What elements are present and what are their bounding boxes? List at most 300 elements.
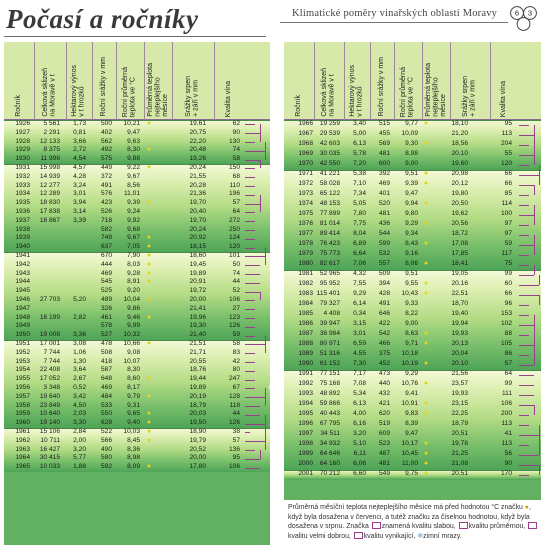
table-cell: 20,51 (451, 470, 468, 477)
table-cell: 1938 (15, 225, 30, 233)
table-cell: 9,33 (405, 300, 418, 307)
table-row (4, 278, 270, 287)
table-cell: 90 (504, 460, 512, 467)
quality-mark (245, 362, 255, 363)
table-cell: 428 (378, 290, 390, 297)
column-divider (116, 42, 117, 120)
table-cell: 569 (378, 140, 390, 147)
table-cell: 20,12 (451, 180, 468, 187)
warmest-month-marker-icon: ● (423, 180, 429, 187)
legend-text-2: , když byla dosažena v červenci, a tutéž značku za číselnou hodnotou, když byla dosažena v srpnu. Značka (288, 504, 531, 531)
warmest-month-marker-icon: ● (423, 330, 429, 337)
table-cell: 10,66 (123, 340, 140, 347)
table-row (284, 240, 541, 249)
table-cell: 81 014 (319, 220, 340, 227)
quality-mark (245, 168, 255, 169)
quality-mark (245, 274, 260, 275)
table-cell: 18,15 (189, 243, 206, 251)
table-cell: 111 (501, 390, 512, 397)
column-header-5 (394, 45, 422, 117)
table-cell: 19,60 (451, 160, 468, 167)
table-cell: 1991 (298, 370, 313, 377)
table-cell: 67 (232, 384, 240, 391)
table-cell: 136 (228, 445, 240, 453)
table-cell: 9,40 (127, 419, 140, 427)
table-cell: 2001 (298, 470, 313, 477)
column-header-8 (490, 45, 518, 117)
quality-mark (245, 309, 255, 310)
table-cell: 20,24 (189, 164, 206, 171)
frost-icon: ❄ (417, 532, 424, 540)
table-cell: 10,03 (123, 428, 140, 435)
quality-mark-connector (265, 388, 266, 397)
table-cell: 5,00 (353, 130, 366, 137)
table-cell: 23,15 (451, 400, 468, 407)
table-cell: 2,67 (73, 375, 86, 383)
table-cell: 1964 (15, 454, 30, 462)
table-cell: 1961 (15, 428, 30, 435)
quality-mark (245, 318, 255, 319)
table-cell: 4,00 (353, 410, 366, 417)
table-cell: 8,63 (405, 330, 418, 337)
table-right (284, 42, 549, 500)
table-cell: 23 849 (39, 401, 60, 409)
table-row (4, 164, 270, 173)
table-row (284, 470, 541, 479)
table-cell: 19,80 (451, 190, 468, 197)
table-cell: 7,17 (353, 370, 366, 377)
column-header-2 (314, 45, 344, 117)
table-cell: 19 640 (39, 392, 60, 400)
table-cell: 1960 (15, 419, 30, 427)
table-cell: 544 (378, 230, 390, 237)
table-cell: 21,25 (451, 450, 468, 457)
table-cell: 3,01 (353, 330, 366, 337)
quality-mark (519, 245, 534, 246)
table-cell: 8,09 (127, 463, 140, 471)
table-cell: 21,55 (189, 172, 206, 180)
table-cell: 9,30 (405, 140, 418, 147)
table-cell: 66 (504, 180, 512, 187)
table-cell: 587 (100, 366, 112, 374)
table-cell: 250 (228, 225, 240, 233)
table-row (284, 400, 541, 409)
table-row (4, 463, 270, 472)
table-cell: 8,17 (127, 384, 140, 391)
table-cell: 19,45 (189, 260, 206, 268)
table-row (4, 173, 270, 182)
table-cell (62, 322, 86, 331)
quality-mark (519, 165, 529, 166)
table-cell: 542 (378, 330, 390, 337)
table-cell: 10 033 (39, 463, 60, 471)
table-cell: 394 (378, 280, 390, 287)
warmest-month-marker-icon: ● (423, 400, 429, 407)
table-cell: 27 703 (39, 296, 60, 303)
quality-mark (245, 283, 260, 284)
table-cell: 153 (500, 310, 512, 317)
table-cell: 10,43 (401, 290, 418, 297)
table-cell (32, 270, 60, 279)
column-divider (344, 42, 345, 120)
warmest-month-marker-icon: ● (146, 234, 152, 242)
table-cell: 7,10 (353, 180, 366, 187)
table-row (4, 208, 270, 217)
table-cell: 64 160 (319, 460, 340, 467)
table-row (4, 383, 275, 393)
quality-mark (519, 345, 534, 346)
column-header-label: Roční průměrná teplota ve °C (122, 66, 137, 117)
table-cell: 8,98 (127, 454, 140, 462)
table-row (284, 330, 541, 339)
table-cell: 97 (504, 230, 512, 237)
table-cell: 58 (232, 340, 240, 347)
table-cell: 34 932 (319, 440, 340, 447)
table-cell: 19,44 (189, 375, 206, 383)
quality-mark (245, 133, 260, 134)
column-divider (394, 42, 395, 120)
legend-text-5: kvalitu velmi dobrou, (288, 532, 351, 540)
table-cell: 1952 (15, 348, 30, 356)
table-cell: 17 052 (39, 375, 60, 383)
warmest-month-marker-icon: ● (423, 260, 429, 267)
table-cell: 9,94 (405, 200, 418, 207)
warmest-month-marker-icon: ● (423, 200, 429, 207)
quality-mark (245, 344, 265, 345)
table-cell: 9,88 (127, 155, 140, 163)
table-cell: 150 (228, 164, 240, 171)
table-cell: 18,41 (451, 260, 468, 267)
table-cell: 9,29 (405, 220, 418, 227)
table-cell (62, 261, 86, 270)
table-cell: 392 (378, 170, 390, 177)
column-divider (450, 42, 451, 120)
quality-mark (245, 256, 265, 257)
quality-mark-connector (260, 450, 261, 459)
table-cell: 1978 (298, 240, 313, 247)
table-cell: 3,39 (73, 216, 86, 224)
column-header-3 (66, 45, 92, 117)
quality-mark-connector (534, 335, 535, 345)
table-cell: 75 773 (319, 250, 340, 257)
quality-mark (245, 151, 265, 152)
table-cell: 19,30 (189, 322, 206, 330)
quality-mark-connector (534, 245, 535, 255)
table-row (284, 170, 541, 179)
table-row (4, 217, 270, 226)
table-cell: 578 (100, 322, 112, 330)
column-divider (370, 42, 371, 120)
quality-mark (519, 155, 534, 156)
table-cell: 1997 (298, 430, 313, 437)
table-cell: 9,34 (405, 230, 418, 237)
table-cell: 12 277 (39, 181, 60, 189)
warmest-month-marker-icon: ● (146, 243, 152, 251)
table-cell: 8,91 (127, 278, 140, 286)
quality-mark-connector (534, 125, 535, 135)
table-cell: 600 (378, 160, 390, 167)
table-cell: 170 (500, 470, 512, 477)
quality-mark (245, 468, 260, 469)
table-cell: 97 (504, 220, 512, 227)
table-cell: 3,36 (73, 331, 86, 339)
table-cell: 123 (228, 313, 240, 321)
table-cell: 8,39 (405, 420, 418, 427)
table-cell: 113 (501, 440, 512, 447)
quality-mark-connector (534, 325, 535, 335)
warmest-month-marker-icon: ● (146, 392, 152, 400)
table-cell: 5,34 (353, 390, 366, 397)
table-row (284, 410, 541, 419)
quality-mark (519, 475, 529, 476)
table-cell: 18,79 (189, 401, 206, 409)
warmest-month-marker-icon: ● (146, 146, 152, 154)
table-cell: 82 617 (319, 260, 340, 267)
table-cell: 422 (378, 320, 390, 327)
table-cell: 418 (100, 357, 112, 365)
quality-mark (519, 235, 529, 236)
table-cell: 18 867 (39, 216, 60, 224)
quality-mark-connector (534, 405, 535, 415)
quality-mark (245, 204, 260, 205)
table-cell (62, 287, 86, 296)
table-row (284, 190, 541, 199)
table-cell: 19,78 (451, 440, 468, 447)
table-cell: 20,92 (189, 234, 206, 242)
table-cell: 1981 (298, 270, 313, 277)
table-cell: 3,14 (73, 208, 86, 215)
table-cell: 3,15 (353, 320, 366, 327)
quality-mark-connector (265, 415, 266, 424)
quality-mark (245, 459, 260, 460)
table-row (4, 287, 270, 296)
table-cell: 86 (504, 350, 512, 357)
table-cell: 7,05 (127, 243, 140, 251)
table-cell: 1937 (15, 216, 30, 224)
table-cell: 17,08 (451, 240, 468, 247)
warmest-month-marker-icon: ● (423, 120, 429, 127)
quality-mark (519, 275, 534, 276)
table-cell: 20,48 (189, 146, 206, 154)
table-cell: 1939 (15, 234, 30, 242)
table-cell: 20,10 (451, 150, 468, 157)
warmest-month-marker-icon: ● (423, 360, 429, 367)
table-cell: 1987 (298, 330, 313, 337)
table-cell: 1936 (15, 208, 30, 215)
table-cell: 18,70 (451, 300, 468, 307)
warmest-month-marker-icon: ● (146, 428, 152, 435)
quality-mark-connector (539, 435, 540, 445)
table-cell: 10 640 (39, 410, 60, 418)
table-cell: 44 (232, 278, 240, 286)
table-cell: 9,47 (405, 430, 418, 437)
table-cell: 22,51 (451, 290, 468, 297)
table-cell: 110 (229, 181, 240, 189)
quality-mark (245, 441, 265, 442)
quality-mark (245, 450, 255, 451)
table-cell: 1935 (15, 199, 30, 207)
table-cell: 2,82 (73, 313, 86, 321)
table-cell: 7,34 (353, 190, 366, 197)
table-row (4, 331, 270, 340)
table-cell: 749 (100, 234, 112, 242)
table-cell: 1984 (298, 300, 313, 307)
table-cell: 14 939 (39, 172, 60, 180)
warmest-month-marker-icon: ● (423, 440, 429, 447)
table-cell: 421 (378, 400, 390, 407)
quality-mark-connector (265, 142, 266, 151)
table-cell: 62 (232, 120, 240, 127)
quality-mark-connector (534, 215, 535, 225)
table-cell: 20,03 (189, 410, 206, 418)
table-cell: 19,89 (189, 269, 206, 277)
table-cell: 9,51 (405, 270, 418, 277)
column-divider (314, 42, 315, 120)
table-row (284, 340, 541, 349)
table-cell: 106 (228, 296, 240, 303)
table-cell: 18,76 (189, 366, 206, 374)
subtitle-underline (280, 22, 508, 23)
quality-mark (519, 325, 534, 326)
table-cell: 646 (378, 310, 390, 317)
quality-mark (245, 212, 255, 213)
table-row (284, 440, 541, 449)
table-cell: 18,10 (451, 120, 468, 127)
table-cell: 20,51 (451, 430, 468, 437)
table-row (284, 120, 541, 129)
column-header-4 (92, 45, 116, 117)
warmest-month-marker-icon: ● (423, 240, 429, 247)
table-cell: 1972 (298, 180, 313, 187)
table-cell: 10,91 (401, 400, 418, 407)
table-cell: 9,65 (127, 410, 140, 418)
table-cell: 1967 (298, 130, 313, 137)
table-cell: 9,47 (127, 128, 140, 136)
table-cell: 10,76 (401, 380, 418, 387)
table-cell: 36 984 (319, 330, 340, 337)
table-cell: 8,30 (127, 366, 140, 374)
quality-mark (519, 385, 534, 386)
table-cell: 3,24 (73, 181, 86, 189)
quality-mark (245, 230, 255, 231)
warmest-month-marker-icon: ● (146, 375, 152, 383)
table-cell: 3,66 (73, 137, 86, 145)
table-cell: 11,01 (123, 190, 140, 198)
table-row (4, 349, 270, 358)
quality-mark (519, 125, 529, 126)
quality-mark (245, 221, 255, 222)
table-cell: 469 (378, 180, 390, 187)
warmest-month-marker-icon: ● (146, 313, 152, 321)
table-cell: 59 (232, 331, 240, 339)
table-cell: 9,77 (405, 120, 418, 127)
table-cell: 628 (100, 419, 112, 427)
table-cell: 1,88 (73, 463, 86, 471)
column-divider (34, 42, 35, 120)
quality-mark (245, 353, 255, 354)
table-cell: 42 (232, 357, 240, 365)
quality-mark (519, 415, 529, 416)
table-cell: 18,56 (451, 140, 468, 147)
quality-mark-connector (534, 155, 535, 165)
table-cell: 1950 (15, 331, 30, 339)
table-cell: 1982 (298, 280, 313, 287)
table-cell: 1955 (15, 375, 30, 383)
table-cell: 58 (232, 155, 240, 163)
quality-mark-connector (260, 204, 261, 213)
table-cell: 7,30 (353, 360, 366, 367)
table-cell: 2,72 (73, 146, 86, 154)
quality-mark (245, 124, 255, 125)
table-cell: 38 (232, 428, 240, 435)
table-cell: 545 (100, 278, 112, 286)
table-cell: 575 (100, 155, 112, 163)
quality-mark (519, 225, 529, 226)
table-cell: 1930 (15, 155, 30, 163)
table-cell: 8,56 (127, 181, 140, 189)
quality-mark (519, 215, 534, 216)
quality-mark (245, 160, 260, 161)
table-cell: 5,78 (353, 150, 366, 157)
table-cell: 533 (100, 401, 112, 409)
quality-mark (245, 388, 255, 389)
quality-mark-connector (265, 441, 266, 450)
table-cell: 440 (378, 380, 390, 387)
table-cell: 1980 (298, 260, 313, 267)
quality-mark-connector (534, 135, 535, 145)
quality-mark (519, 265, 529, 266)
table-cell: 1996 (298, 420, 313, 427)
quality-mark-connector (534, 185, 535, 195)
table-cell: 88 (504, 330, 512, 337)
table-cell: 50 (232, 260, 240, 268)
table-cell: 6,64 (353, 250, 366, 257)
table-cell: 492 (100, 146, 112, 154)
warmest-month-marker-icon: ● (146, 278, 152, 286)
table-cell: 21,41 (189, 304, 206, 312)
table-cell: 68 (232, 172, 240, 180)
table-cell: 114 (501, 200, 512, 207)
table-cell: 115 401 (316, 290, 340, 297)
table-cell: 9,92 (127, 216, 140, 224)
column-divider (66, 42, 67, 120)
table-cell: 4,32 (353, 270, 366, 277)
table-cell: 473 (378, 370, 390, 377)
table-cell: 101 (228, 252, 240, 259)
column-header-label: Roční srážky v mm (100, 57, 108, 117)
legend-text-1: Průměrná měsíční teplota nejteplejšího měsíce má před hodnotou °C značku (288, 504, 523, 511)
table-cell: 21,08 (451, 460, 468, 467)
table-cell: 9,99 (127, 322, 140, 330)
table-cell: 7,55 (353, 280, 366, 287)
quality-average-icon (459, 522, 468, 529)
table-cell: 126 (228, 322, 240, 330)
table-cell: 113 (501, 130, 512, 137)
table-row (284, 270, 541, 279)
quality-mark-connector (260, 195, 261, 204)
table-cell: 67 795 (319, 420, 340, 427)
quality-mark-connector (260, 124, 261, 133)
table-row (4, 129, 270, 138)
table-cell: 515 (378, 120, 390, 127)
table-row (4, 419, 270, 428)
legend-text-4: kvalitu průměrnou, (468, 523, 526, 531)
table-cell: 95 952 (319, 280, 340, 287)
table-cell: 3,01 (73, 190, 86, 198)
table-cell: 16 427 (39, 445, 60, 453)
table-cell: 7,08 (353, 380, 366, 387)
table-cell: 490 (100, 445, 112, 453)
